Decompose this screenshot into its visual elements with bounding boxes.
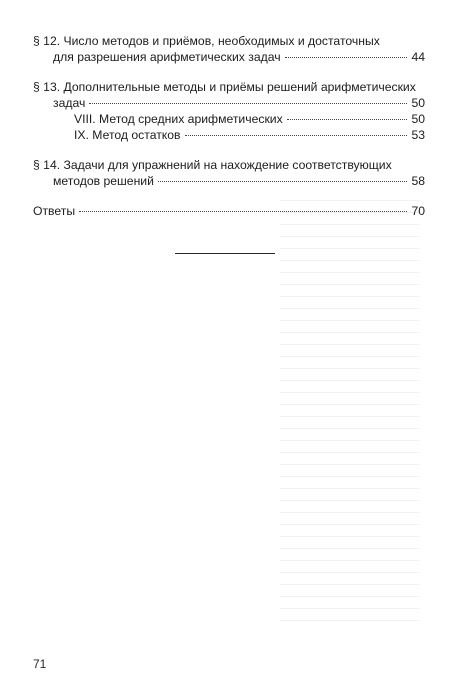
dot-leader [287,119,408,120]
toc-subentry-title: VIII. Метод средних арифметических [74,112,283,126]
bleed-through-texture [280,200,420,630]
toc-page-number: 50 [411,96,425,110]
page-number: 71 [33,657,47,671]
toc-entry-title-continuation: для разрешения арифметических задач [53,50,281,64]
toc-page-number: 44 [411,50,425,64]
dot-leader [185,135,408,136]
toc-subentry-title: IX. Метод остатков [74,128,181,142]
toc-page-number: 70 [411,204,425,218]
table-of-contents [33,33,425,219]
toc-entry-last-line [33,203,425,219]
toc-entry-title-continuation: методов решений [53,174,154,188]
toc-subentry-method-9[interactable] [33,127,425,143]
toc-entry-section-13[interactable] [33,79,425,143]
dot-leader [158,181,408,182]
toc-page-number: 53 [411,128,425,142]
section-separator-rule [175,253,275,254]
toc-entry-title: Ответы [33,204,76,218]
toc-entry-answers[interactable] [33,203,425,219]
toc-entry-last-line [33,49,425,65]
toc-entry-title-continuation: задач [53,96,86,110]
toc-page-number: 50 [411,112,425,126]
toc-entry-title-line: § 12. Число методов и приёмов, необходимых и достаточных [33,34,380,48]
toc-entry-title-line: § 14. Задачи для упражнений на нахождение соответствующих [33,158,392,172]
toc-entry-section-14[interactable] [33,157,425,189]
toc-entry-last-line [33,173,425,189]
dot-leader [79,211,407,212]
toc-entry-last-line [33,95,425,111]
toc-subentry-method-8[interactable] [33,111,425,127]
toc-entry-section-12[interactable] [33,33,425,65]
toc-page-number: 58 [411,174,425,188]
dot-leader [285,57,408,58]
dot-leader [89,103,407,104]
toc-entry-title-line: § 13. Дополнительные методы и приёмы решений арифметических [33,80,416,94]
